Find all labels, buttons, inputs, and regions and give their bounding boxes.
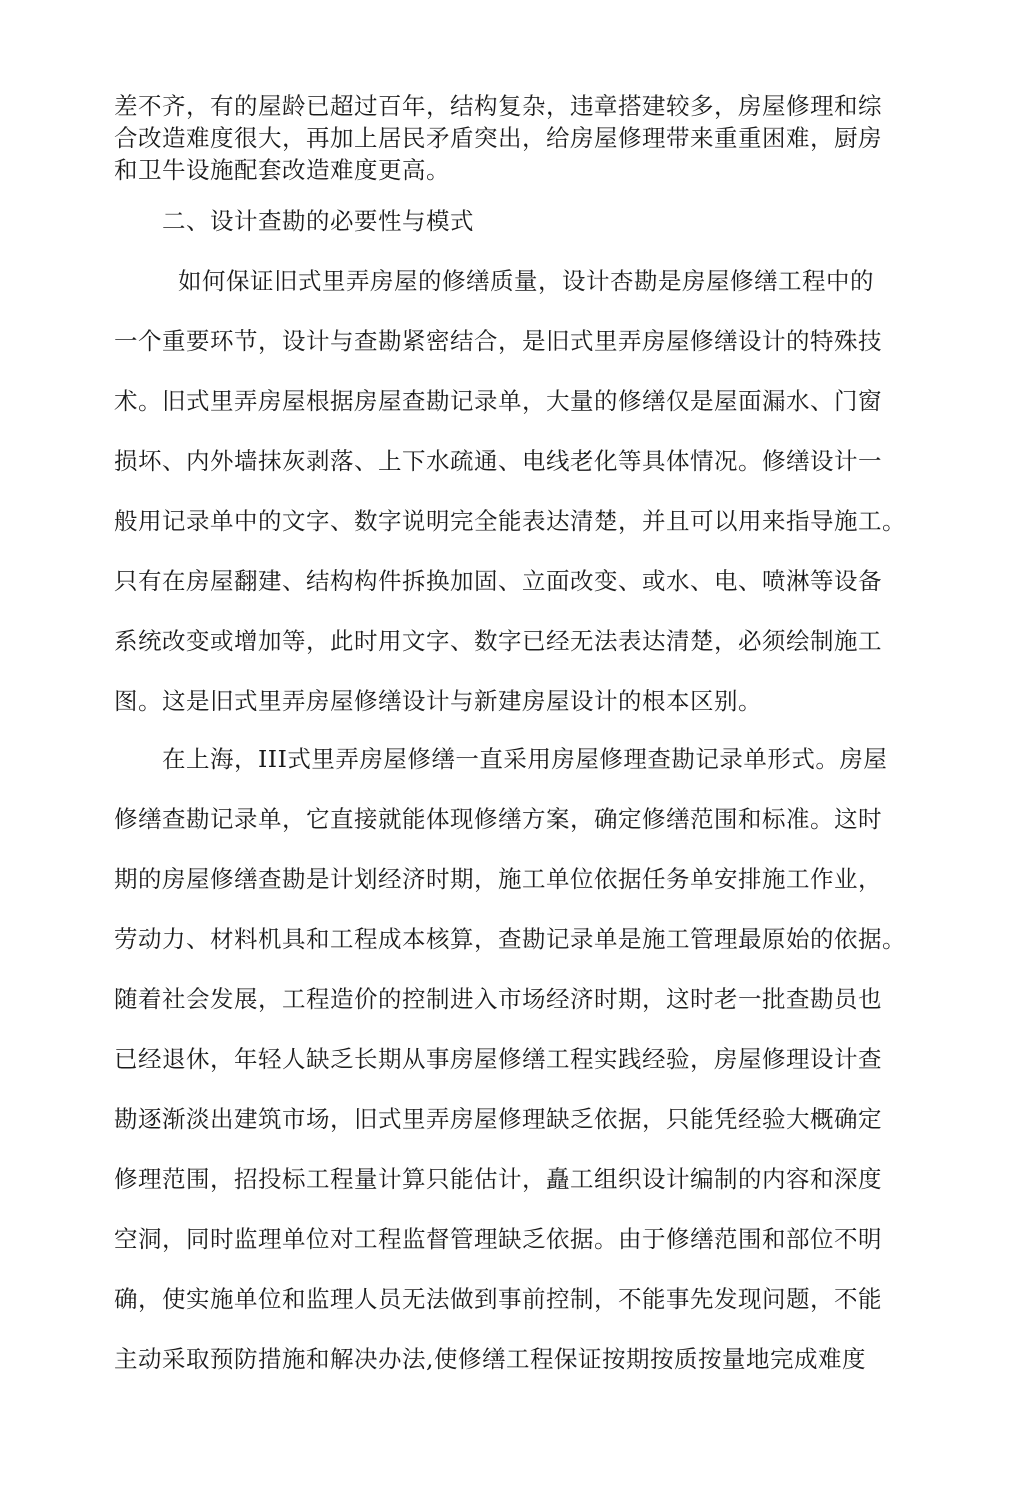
section-heading: 二、设计查勘的必要性与模式 [162,207,474,235]
text-line: 系统改变或增加等，此时用文字、数字已经无法表达清楚，必须绘制施工 [114,627,882,655]
text-line: 损坏、内外墙抹灰剥落、上下水疏通、电线老化等具体情况。修缮设计一 [114,447,882,475]
text-line: 勘逐渐淡出建筑市场，旧式里弄房屋修理缺乏依据，只能凭经验大概确定 [114,1105,882,1133]
text-line: 已经退休，年轻人缺乏长期从事房屋修缮工程实践经验，房屋修理设计查 [114,1045,882,1073]
text-line: 合改造难度很大，再加上居民矛盾突出，给房屋修理带来重重困难，厨房 [114,124,882,152]
text-line: 期的房屋修缮查勘是计划经济时期，施工单位依据任务单安排施工作业， [114,865,882,893]
text-line: 差不齐，有的屋龄已超过百年，结构复杂，违章搭建较多，房屋修理和综 [114,92,882,120]
text-line: 图。这是旧式里弄房屋修缮设计与新建房屋设计的根本区别。 [114,687,762,715]
text-line: 空洞，同时监理单位对工程监督管理缺乏依据。由于修缮范围和部位不明 [114,1225,882,1253]
text-line: 劳动力、材料机具和工程成本核算，查勘记录单是施工管理最原始的依据。 [114,925,906,953]
text-line: 如何保证旧式里弄房屋的修缮质量，设计杏勘是房屋修缮工程中的 [178,267,874,295]
text-line: 确，使实施单位和监理人员无法做到事前控制，不能事先发现问题，不能 [114,1285,882,1313]
text-line: 般用记录单中的文字、数字说明完全能表达清楚，并且可以用来指导施工。 [114,507,906,535]
text-line: 修理范围，招投标工程量计算只能估计，矗工组织设计编制的内容和深度 [114,1165,882,1193]
text-line: 只有在房屋翻建、结构构件拆换加固、立面改变、或水、电、喷淋等设备 [114,567,882,595]
text-line: 主动采取预防措施和解决办法,使修缮工程保证按期按质按量地完成难度 [114,1345,866,1373]
text-line: 一个重要环节，设计与查勘紧密结合，是旧式里弄房屋修缮设计的特殊技 [114,327,882,355]
text-line: 术。旧式里弄房屋根据房屋查勘记录单，大量的修缮仅是屋面漏水、门窗 [114,387,882,415]
text-line: 和卫牛设施配套改造难度更高。 [114,156,450,184]
text-line: 修缮查勘记录单，它直接就能体现修缮方案，确定修缮范围和标准。这时 [114,805,882,833]
text-line: 随着社会发展，工程造价的控制进入市场经济时期，这时老一批查勘员也 [114,985,882,1013]
text-line: 在上海，III式里弄房屋修缮一直采用房屋修理查勘记录单形式。房屋 [162,745,888,773]
